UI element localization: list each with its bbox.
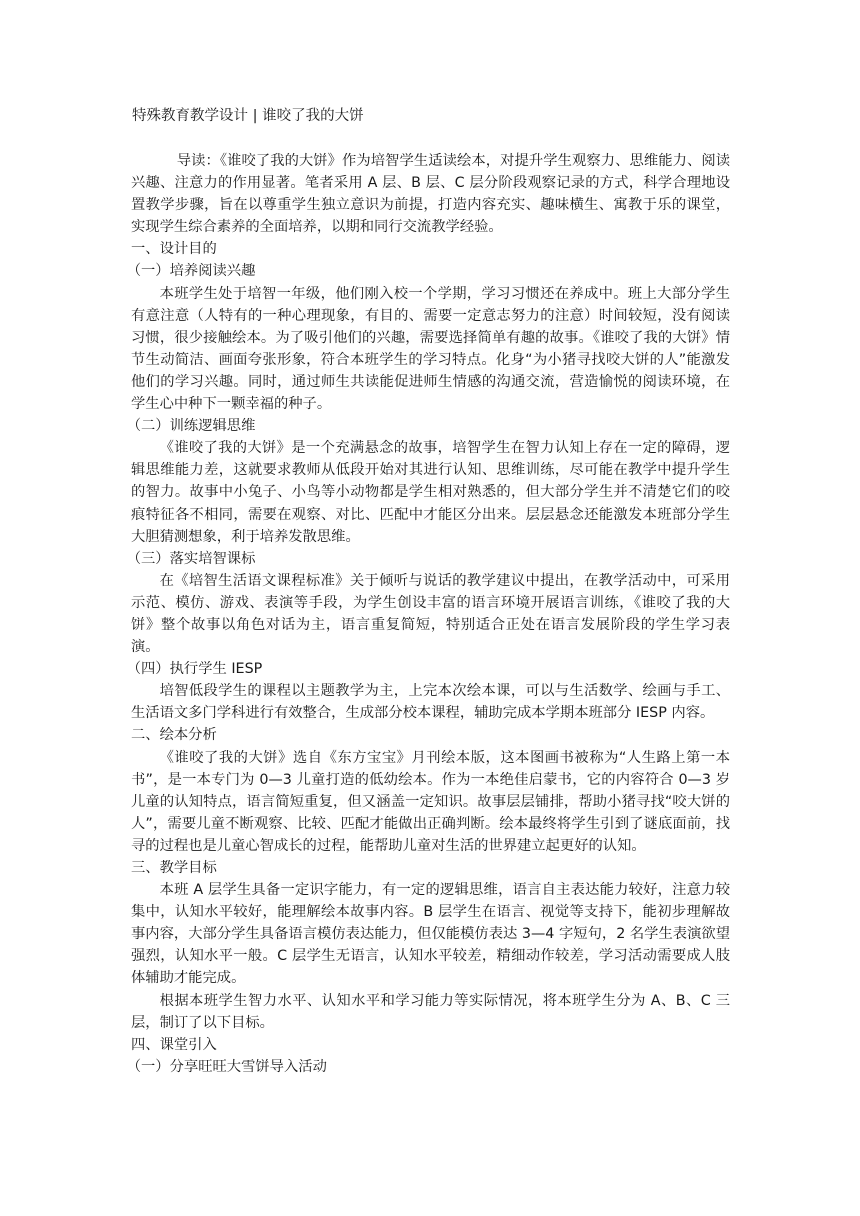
section-heading-introduction: 四、课堂引入 — [131, 1036, 217, 1053]
subsection-heading-iesp: （四）执行学生 IESP — [126, 661, 263, 678]
intro-paragraph: 导读：《谁咬了我的大饼》作为培智学生适读绘本，对提升学生观察力、思维能力、阅读兴趣、注意力的作用显著。笔者采用 A 层、B 层、C 层分阶段观察记录的方式，科学合理地设置教学步骤，旨在以尊重学生独立意识为前提，打造内容充实、趣味横生、寓教于乐的课堂，实现学生综合素养的全面培养，以期和同行交流教学经验。 — [131, 153, 730, 236]
section-heading-purpose: 一、设计目的 — [131, 241, 217, 258]
paragraph-logical-thinking: 《谁咬了我的大饼》是一个充满悬念的故事，培智学生在智力认知上存在一定的障碍，逻辑思维能力差，这就要求教师从低段开始对其进行认知、思维训练，尽可能在教学中提升学生的智力。故事中小兔子、小鸟等小动物都是学生相对熟悉的，但大部分学生并不清楚它们的咬痕特征各不相同，需要在观察、对比、匹配中才能区分出来。层层悬念还能激发本班部分学生大胆猜测想象，利于培养发散思维。 — [131, 440, 730, 545]
paragraph-curriculum: 在《培智生活语文课程标准》关于倾听与说话的教学建议中提出，在教学活动中，可采用示范、模仿、游戏、表演等手段，为学生创设丰富的语言环境开展语言训练，《谁咬了我的大饼》整个故事以角色对话为主，语言重复简短，特别适合正处在语言发展阶段的学生学习表演。 — [131, 572, 730, 656]
subsection-heading-snack-activity: （一）分享旺旺大雪饼导入活动 — [126, 1058, 327, 1075]
section-heading-analysis: 二、绘本分析 — [131, 727, 217, 744]
subsection-heading-curriculum: （三）落实培智课标 — [126, 550, 256, 567]
paragraph-goals-levels: 本班 A 层学生具备一定识字能力，有一定的逻辑思维，语言自主表达能力较好，注意力较集中，认知水平较好，能理解绘本故事内容。B 层学生在语言、视觉等支持下，能初步理解故事内容，大部分学生具备语言模仿表达能力，但仅能模仿表达 3—4 字短句，2 名学生表演欲望强烈，认知水平一般。C 层学生无语言，认知水平较差，精细动作较差，学习活动需要成人肢体辅助才能完成。 — [131, 882, 730, 987]
subsection-heading-reading-interest: （一）培养阅读兴趣 — [126, 263, 256, 280]
paragraph-goals-summary: 根据本班学生智力水平、认知水平和学习能力等实际情况，将本班学生分为 A、B、C 三层，制订了以下目标。 — [131, 992, 730, 1031]
section-heading-goals: 三、教学目标 — [131, 860, 217, 876]
paragraph-iesp: 培智低段学生的课程以主题教学为主，上完本次绘本课，可以与生活数学、绘画与手工、生活语文多门学科进行有效整合，生成部分校本课程，辅助完成本学期本班部分 IESP 内容。 — [131, 683, 730, 722]
paragraph-reading-interest: 本班学生处于培智一年级，他们刚入校一个学期，学习习惯还在养成中。班上大部分学生有意注意（人特有的一种心理现象，有目的、需要一定意志努力的注意）时间较短，没有阅读习惯，很少接触绘本。为了吸引他们的兴趣，需要选择简单有趣的故事。《谁咬了我的大饼》情节生动简洁、画面夸张形象，符合本班学生的学习特点。化身“为小猪寻找咬大饼的人”能激发他们的学习兴趣。同时，通过师生共读能促进师生情感的沟通交流，营造愉悦的阅读环境，在学生心中种下一颗幸福的种子。 — [131, 285, 730, 413]
subsection-heading-logical-thinking: （二）训练逻辑思维 — [126, 418, 256, 435]
document-title: 特殊教育教学设计 | 谁咬了我的大饼 — [132, 108, 364, 124]
paragraph-analysis: 《谁咬了我的大饼》选自《东方宝宝》月刊绘本版，这本图画书被称为“人生路上第一本书”，是一本专门为 0—3 儿童打造的低幼绘本。作为一本绝佳启蒙书，它的内容符合 0—3 岁儿童的认知特点，语言简短重复，但又涵盖一定知识。故事层层铺排，帮助小猪寻找“咬大饼的人”，需要儿童不断观察、比较、匹配才能做出正确判断。绘本最终将学生引到了谜底面前，找寻的过程也是儿童心智成长的过程，能帮助儿童对生活的世界建立起更好的认知。 — [131, 749, 730, 854]
document-body — [126, 150, 730, 1078]
